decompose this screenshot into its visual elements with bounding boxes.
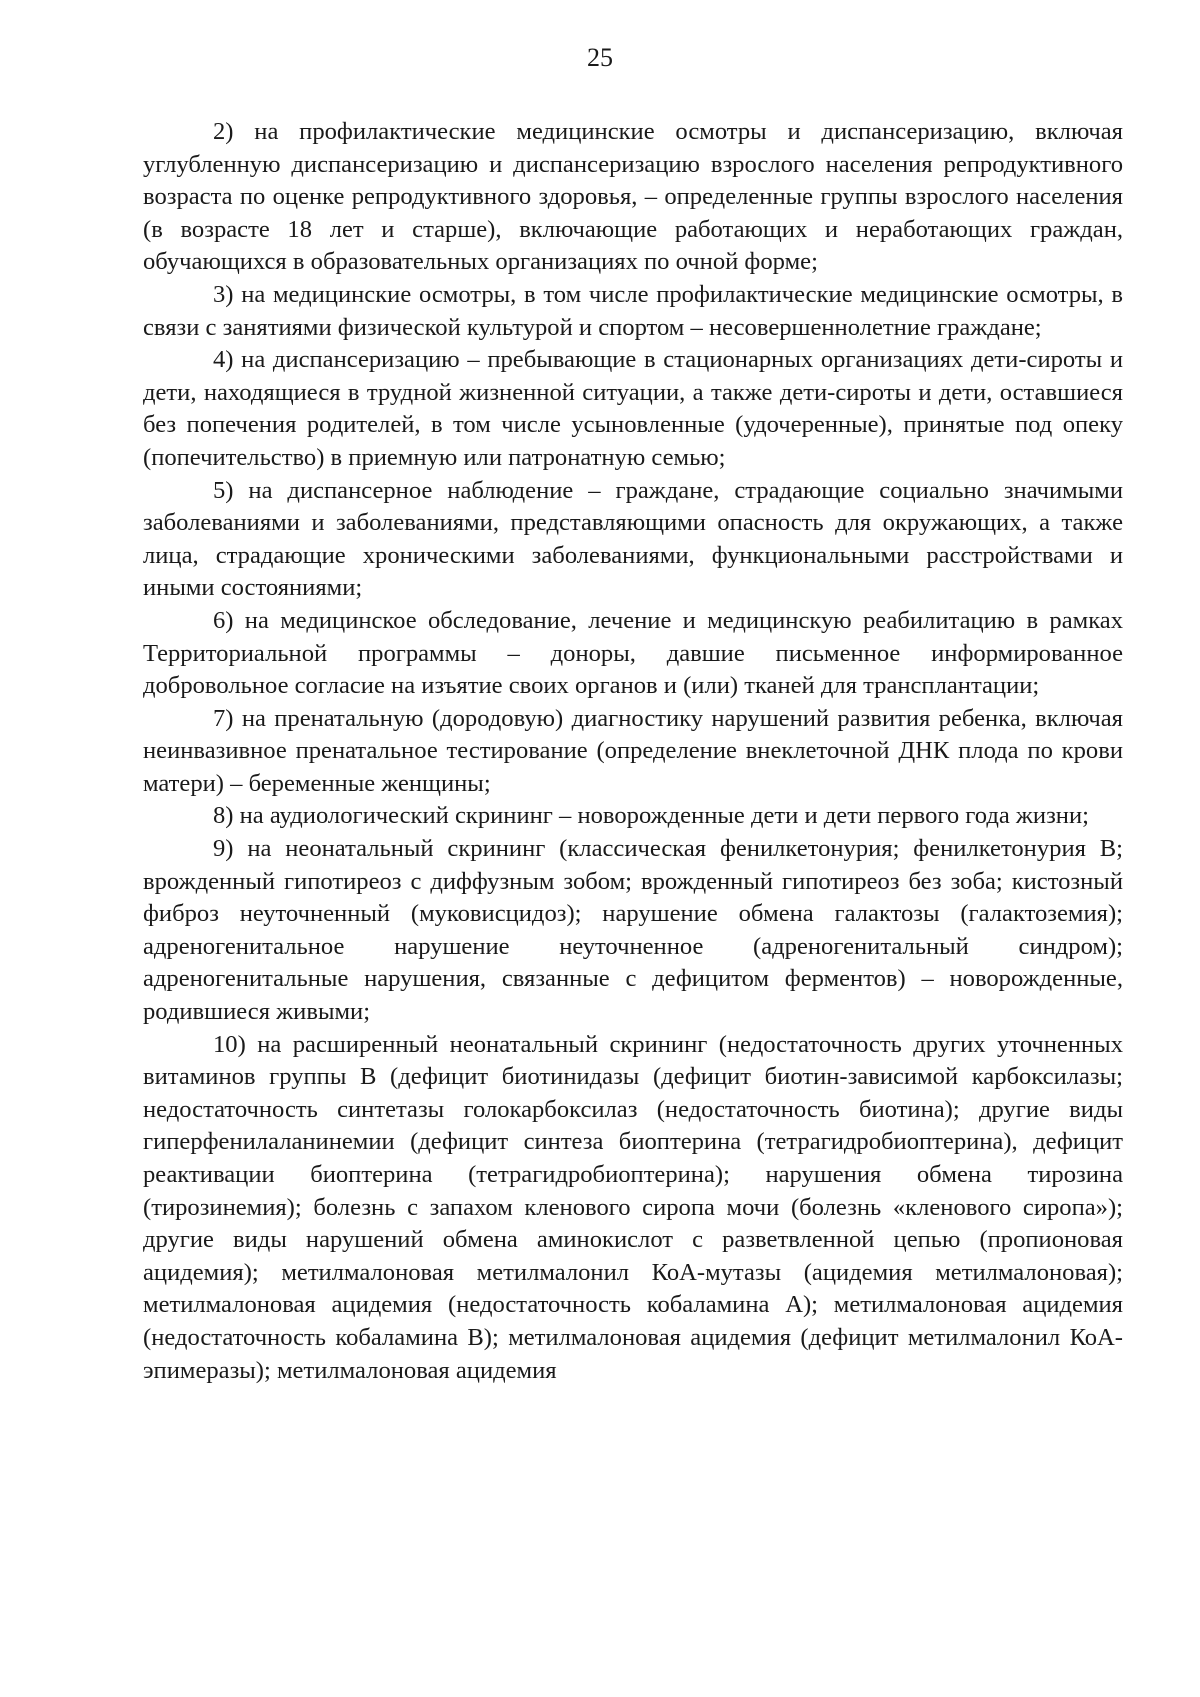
paragraph-item-6: 6) на медицинское обследование, лечение и медицинскую реабилитацию в рамках Территориальной программы – доноры, давшие письменное информированное добровольное согласие на изъятие своих органов и (или) тканей для трансплантации; <box>143 606 1123 700</box>
paragraph-item-9: 9) на неонатальный скрининг (классическая фенилкетонурия; фенилкетонурия B; врожденный гипотиреоз с диффузным зобом; врожденный гипотиреоз без зоба; кистозный фиброз неуточненный (муковисцидоз); нарушение обмена галактозы (галактоземия); адреногенитальное нарушение неуточненное (адреногенитальный синдром); адреногенитальные нарушения, связанные с дефицитом ферментов) – новорожденные, родившиеся живыми; <box>143 835 1123 1026</box>
page-number: 25 <box>587 43 613 72</box>
paragraph-item-7: 7) на пренатальную (дородовую) диагностику нарушений развития ребенка, включая неинвазивное пренатальное тестирование (определение внеклеточной ДНК плода по крови матери) – беременные женщины; <box>143 704 1123 797</box>
paragraph-item-3: 3) на медицинские осмотры, в том числе профилактические медицинские осмотры, в связи с занятиями физической культурой и спортом – несовершеннолетние граждане; <box>143 280 1123 341</box>
document-body <box>143 116 1123 1387</box>
paragraph-item-2: 2) на профилактические медицинские осмотры и диспансеризацию, включая углубленную диспансеризацию и диспансеризацию взрослого населения репродуктивного возраста по оценке репродуктивного здоровья, – определенные группы взрослого населения (в возрасте 18 лет и старше), включающие работающих и неработающих граждан, обучающихся в образовательных организациях по очной форме; <box>143 118 1123 276</box>
paragraph-item-4: 4) на диспансеризацию – пребывающие в стационарных организациях дети-сироты и дети, находящиеся в трудной жизненной ситуации, а также дети-сироты и дети, оставшиеся без попечения родителей, в том числе усыновленные (удочеренные), принятые под опеку (попечительство) в приемную или патронатную семью; <box>143 346 1123 471</box>
paragraph-item-10: 10) на расширенный неонатальный скрининг (недостаточность других уточненных витаминов группы B (дефицит биотинидазы (дефицит биотин-зависимой карбоксилазы; недостаточность синтетазы голокарбоксилаз (недостаточность биотина); другие виды гиперфенилаланинемии (дефицит синтеза биоптерина (тетрагидробиоптерина), дефицит реактивации биоптерина (тетрагидробиоптерина); нарушения обмена тирозина (тирозинемия); болезнь с запахом кленового сиропа мочи (болезнь «кленового сиропа»); другие виды нарушений обмена аминокислот с разветвленной цепью (пропионовая ацидемия); метилмалоновая метилмалонил КоА-мутазы (ацидемия метилмалоновая); метилмалоновая ацидемия (недостаточность кобаламина A); метилмалоновая ацидемия (недостаточность кобаламина B); метилмалоновая ацидемия (дефицит метилмалонил КоА-эпимеразы); метилмалоновая ацидемия <box>143 1030 1123 1384</box>
paragraph-item-8: 8) на аудиологический скрининг – новорожденные дети и дети первого года жизни; <box>213 802 1089 830</box>
paragraph-item-5: 5) на диспансерное наблюдение – граждане, страдающие социально значимыми заболеваниями и заболеваниями, представляющими опасность для окружающих, а также лица, страдающие хроническими заболеваниями, функциональными расстройствами и иными состояниями; <box>143 476 1123 602</box>
